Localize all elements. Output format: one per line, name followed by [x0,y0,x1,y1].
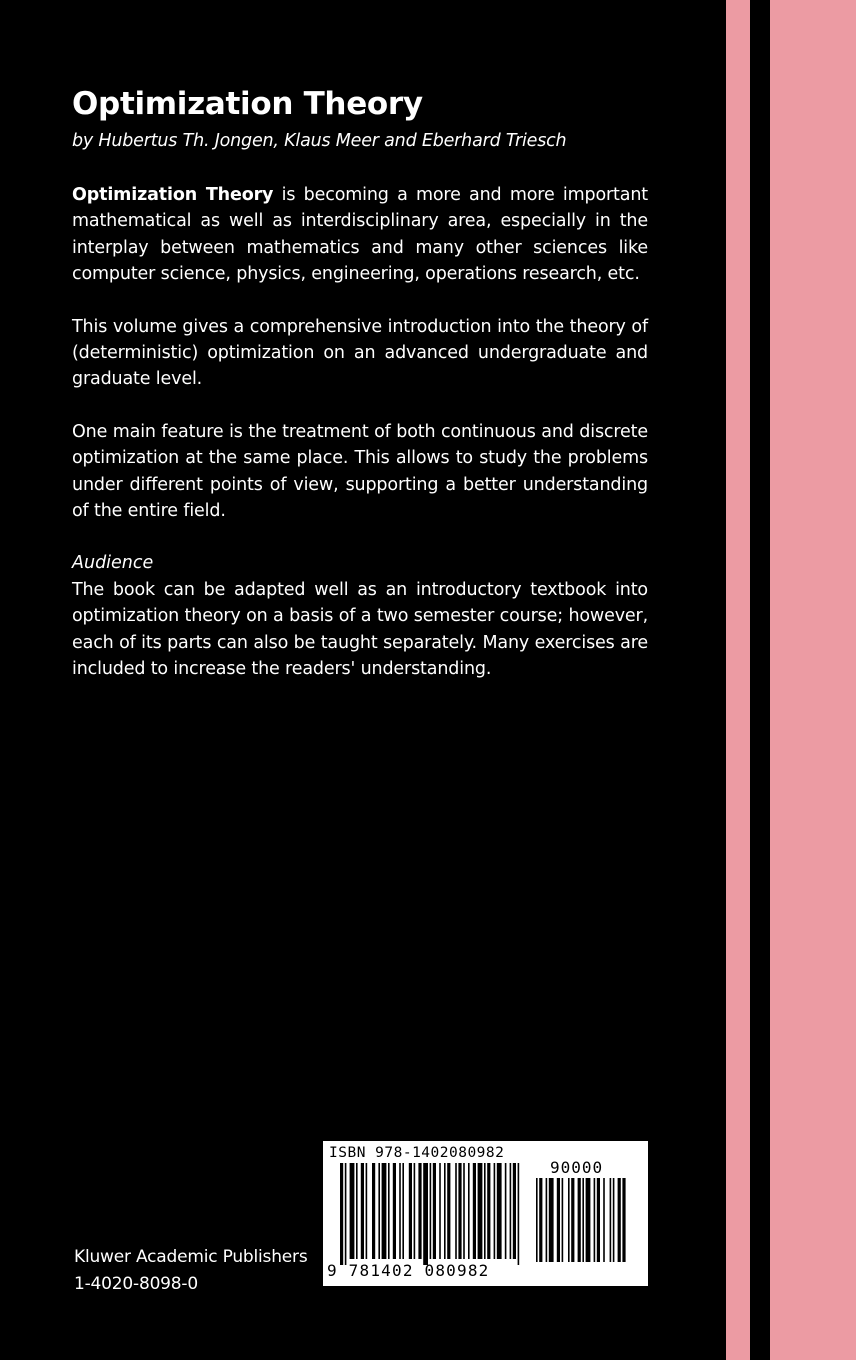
barcode-bar [439,1163,441,1259]
back-cover-text [72,80,648,709]
barcode-bar [430,1163,432,1259]
barcode-addon-number: 90000 [550,1158,604,1177]
barcode [323,1141,648,1286]
barcode-bar [388,1163,390,1259]
audience-paragraph: The book can be adapted well as an introductory textbook into optimization theory on a basis of a two semester course; however, each of its parts can also be taught separately. Many exercises are included to increase the readers' understanding. [72,579,648,680]
barcode-bar [414,1163,416,1259]
barcode-bar [603,1178,605,1262]
barcode-bar [473,1163,476,1259]
barcode-bar [478,1163,483,1259]
description-paragraph-1 [72,182,648,288]
barcode-bar [546,1178,548,1262]
barcode-bar [345,1163,347,1265]
description-paragraph-3: One main feature is the treatment of both continuous and discrete optimization at the same place. This allows to study the problems under different points of view, supporting a better understanding of the entire field. [72,421,648,522]
barcode-bar [378,1163,380,1259]
barcode-bar [399,1163,401,1259]
barcode-bar [340,1163,343,1265]
audience-heading: Audience [72,553,154,574]
barcode-bar [393,1163,396,1259]
description-paragraph-2: This volume gives a comprehensive introduction into the theory of (deterministic) optimization on an advanced undergraduate and graduate level. [72,316,648,390]
barcode-bar [497,1163,502,1259]
barcode-bar [510,1163,512,1259]
barcode-bar [463,1163,465,1259]
barcode-bar [513,1163,516,1259]
barcode-bar [549,1178,554,1262]
barcode-bar [571,1178,574,1262]
publisher-name: Kluwer Academic Publishers [74,1247,308,1267]
barcode-bar [487,1163,490,1259]
barcode-bar [350,1163,355,1259]
barcode-bar [557,1178,560,1262]
barcode-bar [356,1163,358,1259]
book-authors: by Hubertus Th. Jongen, Klaus Meer and Eberhard Triesch [72,131,567,151]
barcode-bar [578,1178,581,1262]
barcode-bar [586,1178,591,1262]
barcode-bar [494,1163,496,1259]
barcode-bar [594,1178,596,1262]
barcode-bar [361,1163,364,1259]
barcode-bar [568,1178,570,1262]
barcode-bar [458,1163,461,1259]
barcode-bar [484,1163,486,1259]
publisher-isbn: 1-4020-8098-0 [74,1274,198,1294]
publisher-block [74,1244,307,1298]
barcode-bar [447,1163,450,1259]
barcode-bar [382,1163,387,1259]
barcode-bar [409,1163,412,1259]
barcode-bar [597,1178,600,1262]
spine-stripe-right [770,0,856,1360]
barcode-ean-digits: 9 781402 080982 [327,1261,490,1280]
spine-stripe-gap [750,0,770,1360]
barcode-bar [536,1178,538,1262]
barcode-bar [518,1163,520,1265]
barcode-isbn-label: ISBN 978-1402080982 [329,1145,505,1161]
barcode-bar [455,1163,457,1259]
book-title: Optimization Theory [72,86,423,122]
description-paragraph-1-text: is becoming a more and more important mathematical as well as interdisciplinary area, especially in the interplay between mathematics and many other sciences like computer science, physics, engineering, operations research, etc. [72,185,648,285]
description-lead-term: Optimization Theory [72,185,274,205]
spine-stripe-left [726,0,750,1360]
barcode-bar [433,1163,436,1259]
barcode-bar [539,1178,542,1262]
barcode-bar [423,1163,428,1265]
barcode-bar [613,1178,615,1262]
barcode-bar [372,1163,375,1259]
barcode-bar [505,1163,507,1259]
barcode-bar [468,1163,470,1259]
barcode-bar [418,1163,421,1259]
barcode-bar [582,1178,584,1262]
barcode-bar [366,1163,368,1259]
barcode-bar [562,1178,564,1262]
barcode-bar [444,1163,446,1259]
barcode-bar [618,1178,621,1262]
barcode-bar [402,1163,404,1259]
barcode-bar [610,1178,612,1262]
barcode-bar [622,1178,625,1262]
